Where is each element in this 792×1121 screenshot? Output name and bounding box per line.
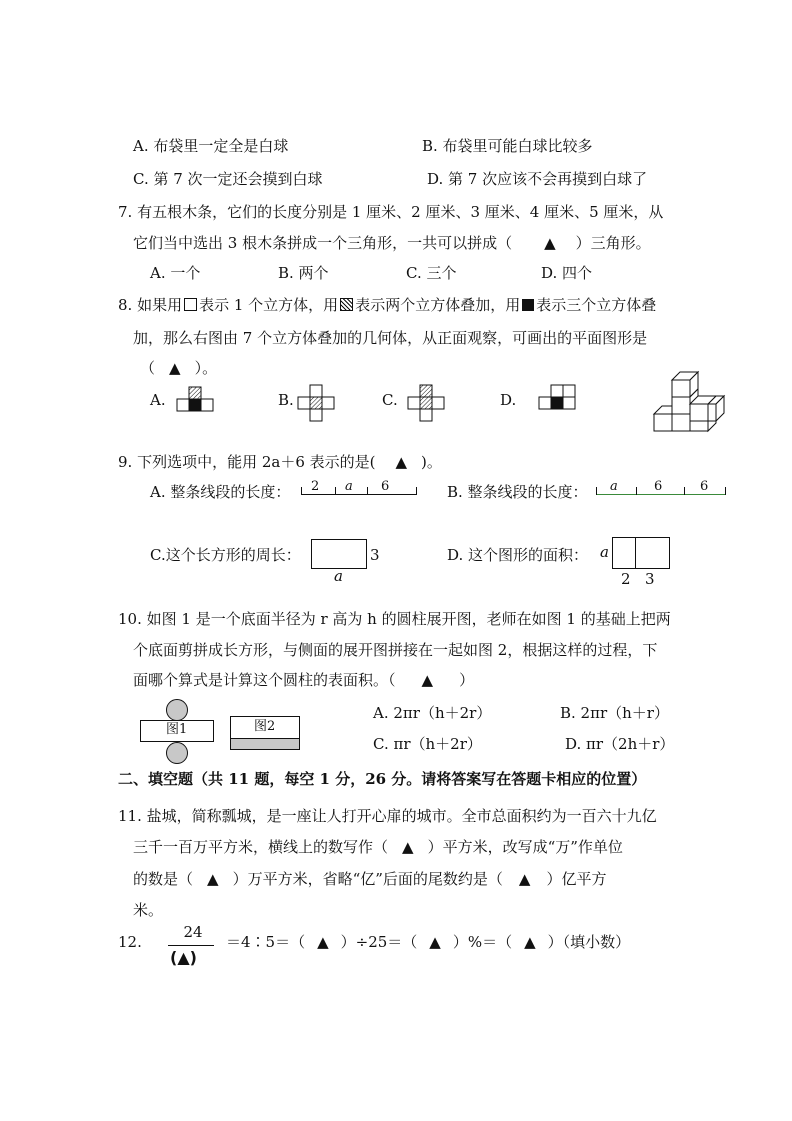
q11-stem-line2 [133, 840, 623, 855]
q8-stem-part-d: 表示三个立方体叠 [536, 296, 657, 314]
q9-option-c-rectangle [311, 539, 367, 569]
q7-option-c: C. 三个 [406, 264, 457, 282]
q9-stem-b: )。 [421, 453, 442, 471]
q12-part-c: ）%＝（ [452, 933, 513, 951]
q8-option-d-label: D. [500, 391, 517, 409]
q6-option-b: B. 布袋里可能白球比较多 [422, 137, 593, 155]
answer-blank-triangle: ▲ [518, 870, 531, 888]
q7-stem-line2 [133, 236, 651, 251]
q8-stem-part-b: 表示 1 个立方体，用 [199, 296, 339, 314]
q8-option-b-label: B. [278, 391, 294, 409]
q9-option-a-label: A. 整条线段的长度： [150, 483, 291, 501]
answer-blank-triangle: ▲ [402, 838, 414, 856]
q8-stem-line3 [140, 361, 217, 376]
q9-stem [118, 455, 442, 470]
q12-equation [226, 935, 630, 950]
q10-option-b: B. 2πr（h＋r） [560, 704, 669, 722]
fraction-denominator: (▲) [170, 948, 197, 967]
fig1-bottom-circle [166, 742, 188, 764]
answer-blank-triangle: ▲ [524, 933, 536, 951]
segment-label: a [610, 479, 618, 494]
q11-stem-line3-b: ）万平方米，省略“亿”后面的尾数约是（ [232, 870, 503, 888]
q9-option-c-label: C.这个长方形的周长： [150, 546, 301, 564]
fig1-label: 图1 [166, 722, 188, 737]
q10-stem-line2: 个底面剪拼成长方形，与侧面的展开图拼接在一起如图 2，根据这样的过程，下 [133, 641, 658, 659]
q11-stem-line1: 11. 盐城，简称瓢城，是一座让人打开心扉的城市。全市总面积约为一百六十九亿 [118, 807, 657, 825]
q7-option-a: A. 一个 [150, 264, 201, 282]
q9-option-d-label: D. 这个图形的面积： [447, 546, 589, 564]
q7-stem-line2-b: ）三角形。 [575, 234, 651, 252]
fig1-top-circle [166, 699, 188, 721]
figure-bottom-label-2: 3 [645, 570, 655, 588]
figure-side-label: a [600, 543, 609, 561]
q8-stem-part-c: 表示两个立方体叠加，用 [355, 296, 521, 314]
q10-option-d: D. πr（2h＋r） [565, 735, 675, 753]
q7-stem-line1: 7. 有五根木条，它们的长度分别是 1 厘米、2 厘米、3 厘米、4 厘米、5 厘米，从 [118, 203, 664, 221]
answer-blank-triangle: ▲ [395, 453, 408, 471]
q10-stem-line3 [133, 673, 474, 688]
segment-label: 2 [311, 479, 320, 494]
q9-stem-a: 9. 下列选项中，能用 2a＋6 表示的是( [118, 453, 376, 471]
rectangle-side-label: 3 [370, 546, 380, 564]
answer-blank-triangle: ▲ [169, 359, 181, 377]
q7-option-d: D. 四个 [541, 264, 593, 282]
fraction-numerator: 24 [183, 923, 203, 941]
q12-part-a: ＝4∶5＝（ [226, 933, 306, 951]
q8-stem-line2: 加，那么右图由 7 个立方体叠加的几何体，从正面观察，可画出的平面图形是 [133, 329, 648, 347]
q11-stem-line4: 米。 [133, 901, 164, 919]
fraction-bar [168, 945, 214, 946]
q11-stem-line3-a: 的数是（ [133, 870, 194, 888]
q7-option-b: B. 两个 [278, 264, 329, 282]
hatched-square-icon [340, 298, 353, 311]
q12-number: 12. [118, 933, 142, 951]
q7-stem-line2-a: 它们当中选出 3 根木条拼成一个三角形，一共可以拼成（ [133, 234, 513, 252]
q11-stem-line3-c: ）亿平方 [546, 870, 607, 888]
q8-stem-part-a: 8. 如果用 [118, 296, 183, 314]
q6-option-a: A. 布袋里一定全是白球 [133, 137, 289, 155]
empty-square-icon [184, 298, 197, 311]
answer-blank-triangle: ▲ [317, 933, 329, 951]
figure-bottom-label-1: 2 [621, 570, 631, 588]
q8-stem-line1 [118, 298, 656, 313]
q10-stem-line3-a: 面哪个算式是计算这个圆柱的表面积。（ [133, 671, 396, 689]
answer-blank-triangle: ▲ [421, 671, 434, 689]
q8-stem-line3-b: ）。 [194, 359, 218, 377]
q11-stem-line3 [133, 872, 606, 887]
rectangle-bottom-label: a [334, 567, 343, 585]
q6-option-c: C. 第 7 次一定还会摸到白球 [133, 170, 323, 188]
q9-option-d-figure [612, 537, 670, 569]
segment-label: 6 [654, 479, 663, 494]
q9-option-b-segment [596, 480, 726, 495]
segment-label: a [345, 479, 353, 494]
q6-option-d: D. 第 7 次应该不会再摸到白球了 [427, 170, 648, 188]
fig2-label: 图2 [254, 719, 276, 734]
q11-stem-line2-a: 三千一百万平方米，横线上的数写作（ [133, 838, 389, 856]
q10-option-a: A. 2πr（h＋2r） [373, 704, 492, 722]
answer-blank-triangle: ▲ [544, 234, 556, 252]
cube-stack-figure [650, 368, 730, 436]
q8-option-a-label: A. [150, 391, 166, 409]
q10-option-c: C. πr（h＋2r） [373, 735, 482, 753]
q9-option-b-label: B. 整条线段的长度： [447, 483, 588, 501]
segment-label: 6 [700, 479, 709, 494]
q10-stem-line1: 10. 如图 1 是一个底面半径为 r 高为 h 的圆柱展开图，老师在如图 1 的基础上把两 [118, 610, 671, 628]
q9-option-a-segment [301, 480, 417, 495]
q12-part-d: ）（填小数） [547, 933, 631, 951]
segment-label: 6 [381, 479, 390, 494]
filled-square-icon [522, 299, 534, 311]
q8-option-c-figure [407, 384, 447, 424]
answer-blank-triangle: ▲ [429, 933, 441, 951]
q8-option-d-figure [538, 384, 578, 412]
answer-blank-triangle: ▲ [207, 870, 219, 888]
q8-option-c-label: C. [382, 391, 398, 409]
q12-part-b: ）÷25＝（ [340, 933, 418, 951]
q8-stem-line3-a: （ [140, 359, 156, 377]
q11-stem-line2-b: ）平方米，改写成“万”作单位 [427, 838, 623, 856]
q8-option-a-figure [176, 386, 216, 412]
section-heading: 二、填空题（共 11 题，每空 1 分，26 分。请将答案写在答题卡相应的位置） [118, 770, 647, 788]
q10-stem-line3-b: ） [459, 671, 475, 689]
q8-option-b-figure [297, 384, 337, 424]
